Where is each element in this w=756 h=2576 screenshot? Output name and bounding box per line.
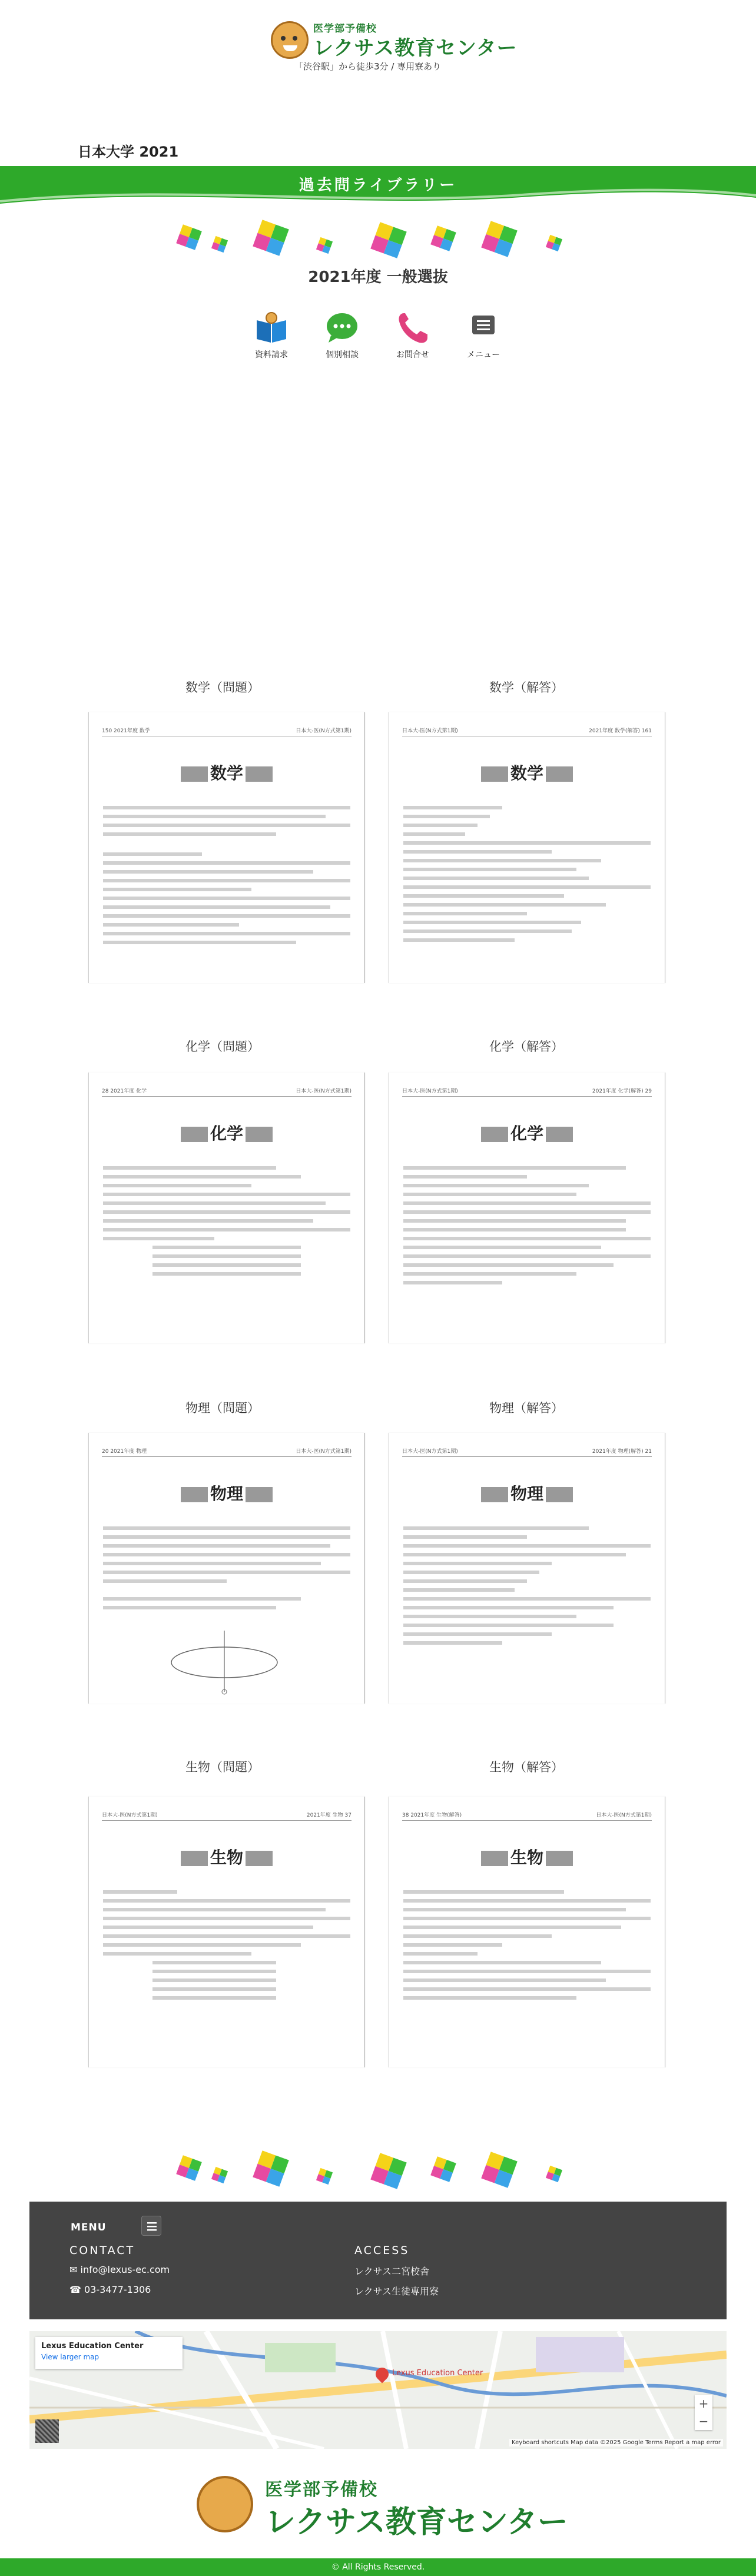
section-label: 生物（問題） [185,1760,260,1774]
mascot-icon [271,21,309,59]
map-pin-label: Lexus Education Center [392,2369,483,2378]
footer-menu-label: MENU [71,2222,107,2233]
page-header: 日本大-医(N方式第1期) [402,728,458,734]
puzzle-icon [211,2167,228,2183]
section-label: 物理（問題） [185,1401,260,1415]
page-subject: 生物 [210,1848,243,1867]
exam-answer-page[interactable] [389,1073,665,1343]
access-title: ACCESS [354,2244,410,2257]
zoom-out-button[interactable]: − [698,2414,709,2428]
page-subject: 化学 [510,1124,543,1143]
header-tagline: 「渋谷駅」から徒歩3分 / 専用寮あり [294,61,442,72]
chat-icon [325,312,359,344]
page-header: 日本大-医(N方式第1期) [296,1449,352,1455]
request-materials-button[interactable] [245,312,298,360]
decoration-row-top [177,224,579,259]
banner-title: 過去問ライブラリー [299,177,457,194]
map-place-name: Lexus Education Center [41,2342,144,2351]
page-subject: 物理 [510,1484,543,1503]
zoom-in-button[interactable]: + [698,2396,709,2411]
hamburger-icon [142,2216,162,2236]
footer-logo-main: レクサス教育センター [265,2505,568,2540]
phone-icon: ☎ [69,2284,85,2295]
puzzle-icon [546,235,562,251]
nav-label: 個別相談 [326,350,359,360]
puzzle-icon [176,224,202,250]
menu-button[interactable] [457,312,510,360]
menu-icon [466,312,500,344]
decoration-row-bottom [177,2155,579,2190]
page-subject: 化学 [210,1124,243,1143]
page-header: 日本大-医(N方式第1期) [296,1088,352,1094]
exam-question-page[interactable] [88,1073,365,1343]
puzzle-icon [176,2155,202,2181]
phone-icon [396,312,430,344]
section-label: 数学（問題） [185,680,260,695]
contact-button[interactable] [386,312,439,360]
map-qr-icon [35,2419,59,2443]
nav-label: お問合せ [396,350,429,360]
puzzle-icon [430,2156,456,2182]
puzzle-icon [316,2168,333,2185]
puzzle-icon [481,221,518,257]
page-header: 2021年度 物理(解答) 21 [592,1449,652,1455]
puzzle-icon [211,236,228,253]
google-map[interactable] [29,2331,727,2449]
consultation-button[interactable] [316,312,369,360]
page-title: 日本大学 2021 [78,144,179,160]
footer-logo[interactable] [197,2472,568,2540]
page-header: 日本大-医(N方式第1期) [402,1449,458,1455]
map-credits: Keyboard shortcuts Map data ©2025 Google Terms Report a map error [509,2439,723,2446]
page-header: 日本大-医(N方式第1期) [102,1813,158,1818]
page-subject: 生物 [510,1848,543,1867]
section-label: 数学（解答） [489,680,563,695]
puzzle-icon [316,237,333,254]
page-header: 2021年度 数学(解答) 161 [589,728,652,734]
page-subject: 物理 [210,1484,243,1503]
book-icon [254,312,289,344]
puzzle-icon [253,2150,289,2187]
puzzle-icon [370,2153,407,2189]
year-title: 2021年度 一般選抜 [308,268,448,286]
page-header: 日本大-医(N方式第1期) [296,728,352,734]
footer-menu-button[interactable] [141,2216,161,2236]
view-larger-map-link[interactable]: View larger map [41,2353,100,2361]
page-header: 20 2021年度 物理 [102,1449,147,1455]
exam-answer-page[interactable] [389,712,665,983]
footer-menu [29,2202,727,2319]
puzzle-icon [430,225,456,251]
mail-icon: ✉ [69,2264,81,2275]
exam-answer-page[interactable] [389,1433,665,1704]
mascot-icon [197,2476,253,2532]
page-header: 150 2021年度 数学 [102,728,150,734]
puzzle-icon [370,222,407,258]
page-subject: 数学 [510,763,543,783]
puzzle-icon [253,220,289,256]
puzzle-icon [546,2166,562,2182]
page-header: 28 2021年度 化学 [102,1088,147,1094]
zoom-controls[interactable] [695,2395,712,2430]
email-link[interactable]: ✉ info@lexus-ec.com [69,2264,170,2275]
page-header: 日本大-医(N方式第1期) [596,1813,652,1818]
section-label: 化学（問題） [185,1040,260,1054]
puzzle-icon [481,2152,518,2188]
copyright: © All Rights Reserved. [0,2558,756,2576]
contact-title: CONTACT [69,2244,135,2257]
page-header: 2021年度 化学(解答) 29 [592,1088,652,1094]
logo-title: レクサス教育センター [313,36,518,60]
section-label: 生物（解答） [489,1760,563,1774]
library-banner [0,166,756,210]
logo-subtitle: 医学部予備校 [313,23,377,35]
phone-link[interactable]: ☎ 03-3477-1306 [69,2284,151,2295]
page-header: 38 2021年度 生物(解答) [402,1813,462,1818]
exam-question-page[interactable] [88,1797,365,2067]
map-info-card [35,2337,183,2369]
nav-label: メニュー [467,350,500,360]
exam-question-page[interactable] [88,1433,365,1704]
header-logo[interactable] [271,18,518,77]
physics-figure [160,1627,289,1698]
page-header: 2021年度 生物 37 [306,1813,352,1818]
nav-label: 資料請求 [255,350,288,360]
section-label: 物理（解答） [489,1401,563,1415]
exam-question-page[interactable] [88,712,365,983]
page-header: 日本大-医(N方式第1期) [402,1088,458,1094]
exam-answer-page[interactable] [389,1797,665,2067]
page-subject: 数学 [210,763,243,783]
section-label: 化学（解答） [489,1040,563,1054]
footer-logo-sub: 医学部予備校 [265,2479,378,2500]
access-link[interactable]: レクサス生徒専用寮 [354,2286,439,2297]
access-link[interactable]: レクサス二宮校舎 [354,2266,430,2277]
